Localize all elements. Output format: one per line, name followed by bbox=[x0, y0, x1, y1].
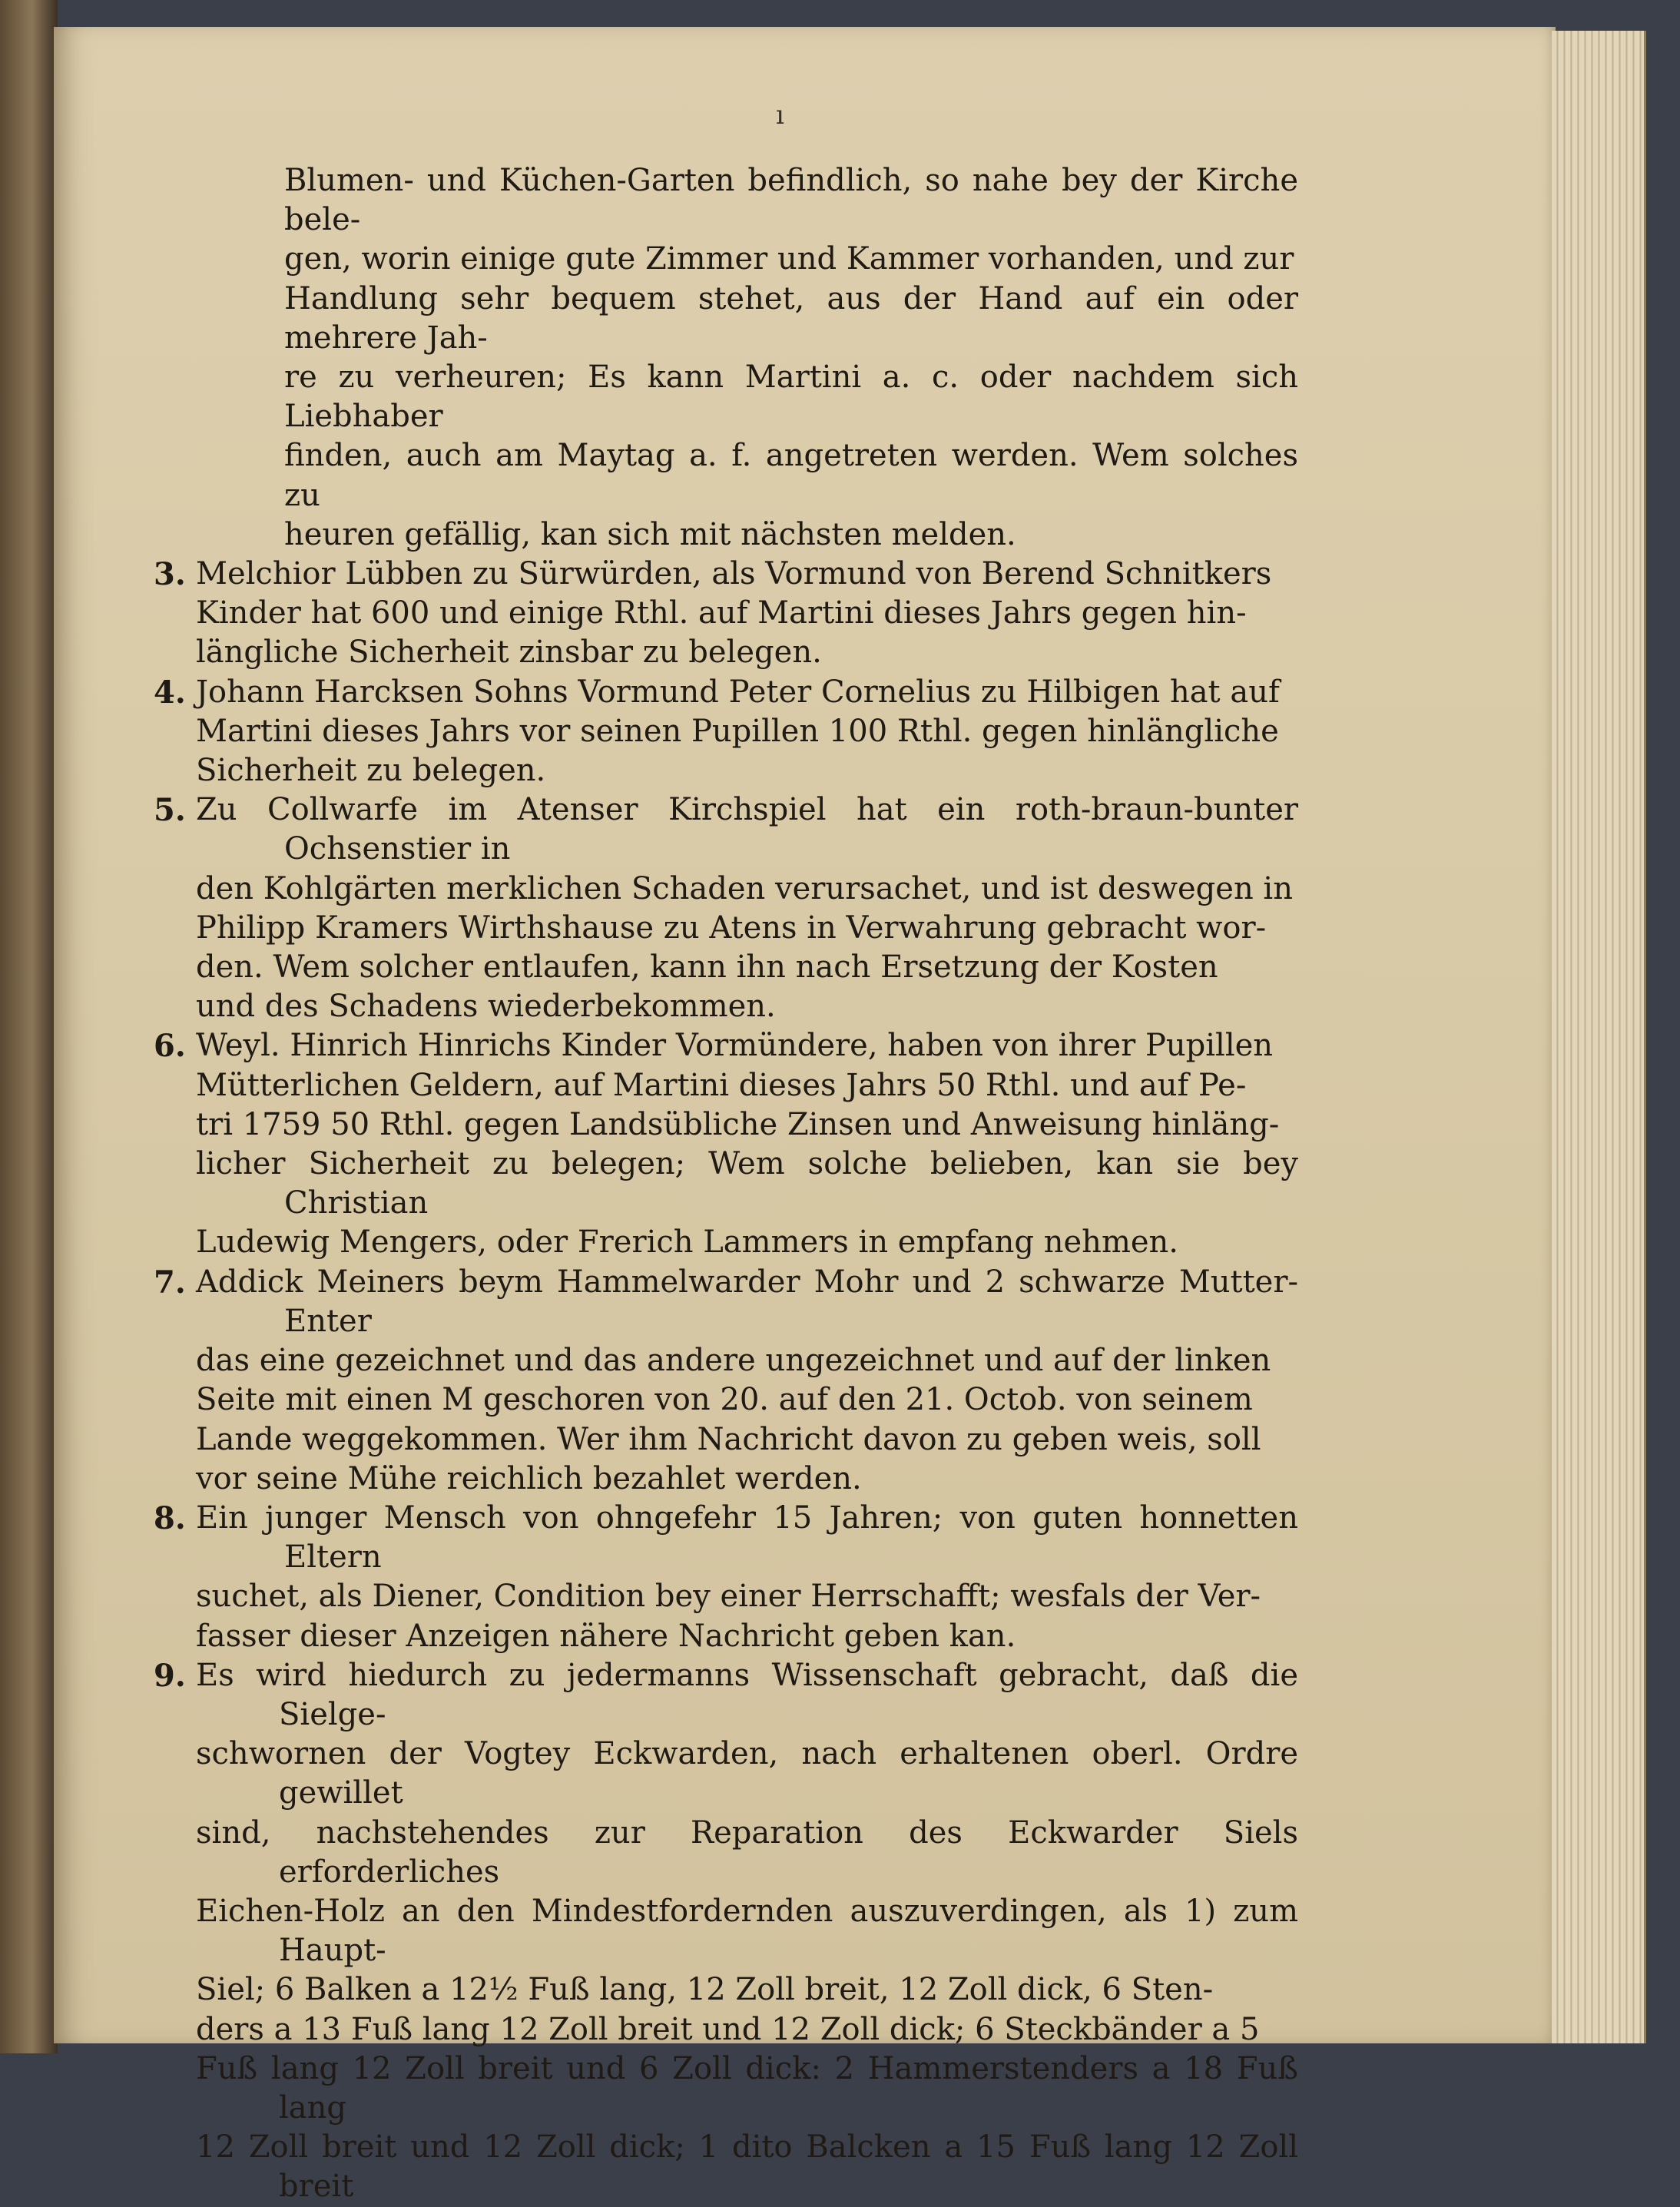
item-body bbox=[196, 790, 1298, 1026]
text-line: 12 Zoll breit und 12 Zoll dick; 1 dito Balcken a 15 Fuß lang 12 Zoll breit bbox=[196, 2129, 1298, 2205]
text-line: sind, nachstehendes zur Reparation des Eckwarder Siels erforderliches bbox=[196, 1814, 1298, 1890]
text-line: Philipp Kramers Wirthshause zu Atens in Verwahrung gebracht wor- bbox=[196, 910, 1267, 946]
text-line: längliche Sicherheit zinsbar zu belegen. bbox=[196, 635, 822, 671]
text-line: Melchior Lübben zu Sürwürden, als Vormund von Berend Schnitkers bbox=[196, 556, 1272, 592]
item-number: 5. bbox=[154, 792, 186, 829]
text-line: Eichen-Holz an den Mindestfordernden auszuverdingen, als 1) zum Haupt- bbox=[196, 1893, 1298, 1969]
text-line: Seite mit einen M geschoren von 20. auf den 21. Octob. von seinem bbox=[196, 1382, 1253, 1418]
notice-item-6 bbox=[154, 1026, 1298, 1262]
text-line: suchet, als Diener, Condition bey einer Herrschafft; wesfals der Ver- bbox=[196, 1579, 1261, 1615]
item-number: 8. bbox=[154, 1500, 186, 1536]
item-body bbox=[196, 555, 1298, 673]
item-body bbox=[196, 673, 1298, 791]
intro-paragraph bbox=[284, 161, 1298, 555]
notice-item-8 bbox=[154, 1499, 1298, 1656]
item-number: 9. bbox=[154, 1657, 186, 1694]
text-line: licher Sicherheit zu belegen; Wem solche belieben, kan sie bey Christian bbox=[196, 1146, 1298, 1221]
item-number: 4. bbox=[154, 674, 186, 711]
text-line: Mütterlichen Geldern, auf Martini dieses Jahrs 50 Rthl. und auf Pe- bbox=[196, 1067, 1247, 1103]
page-stack-edges bbox=[1552, 31, 1646, 2043]
text-line: gen, worin einige gute Zimmer und Kammer vorhanden, und zur bbox=[284, 241, 1294, 277]
text-line: Zu Collwarfe im Atenser Kirchspiel hat ein roth-braun-bunter Ochsenstier in bbox=[196, 792, 1298, 867]
text-line: Siel; 6 Balken a 12½ Fuß lang, 12 Zoll breit, 12 Zoll dick, 6 Sten- bbox=[196, 1972, 1214, 2008]
item-number: 7. bbox=[154, 1264, 186, 1301]
text-line: Sicherheit zu belegen. bbox=[196, 753, 546, 789]
text-line: Ludewig Mengers, oder Frerich Lammers in empfang nehmen. bbox=[196, 1224, 1179, 1261]
text-line: Es wird hiedurch zu jedermanns Wissenschaft gebracht, daß die Sielge- bbox=[196, 1657, 1298, 1732]
text-line: schwornen der Vogtey Eckwarden, nach erhaltenen oberl. Ordre gewillet bbox=[196, 1736, 1298, 1811]
notice-item-3 bbox=[154, 555, 1298, 673]
text-line: das eine gezeichnet und das andere ungezeichnet und auf der linken bbox=[196, 1343, 1271, 1379]
notice-item-4 bbox=[154, 673, 1298, 791]
text-line: heuren gefällig, kan sich mit nächsten melden. bbox=[284, 516, 1016, 552]
text-line: Handlung sehr bequem stehet, aus der Hand auf ein oder mehrere Jah- bbox=[284, 280, 1298, 356]
item-number: 6. bbox=[154, 1028, 186, 1065]
text-line: Blumen- und Küchen-Garten befindlich, so nahe bey der Kirche bele- bbox=[284, 163, 1298, 238]
notice-item-7 bbox=[154, 1263, 1298, 1499]
text-line: Lande weggekommen. Wer ihm Nachricht davon zu geben weis, soll bbox=[196, 1421, 1261, 1457]
text-line: Addick Meiners beym Hammelwarder Mohr und 2 schwarze Mutter-Enter bbox=[196, 1264, 1298, 1339]
text-line: Kinder hat 600 und einige Rthl. auf Martini dieses Jahrs gegen hin- bbox=[196, 595, 1247, 631]
text-line: Johann Harcksen Sohns Vormund Peter Cornelius zu Hilbigen hat auf bbox=[196, 674, 1280, 710]
page-mark: ı bbox=[776, 100, 784, 131]
text-line: finden, auch am Maytag a. f. angetreten werden. Wem solches zu bbox=[284, 438, 1298, 513]
item-number: 3. bbox=[154, 556, 186, 593]
text-line: ders a 13 Fuß lang 12 Zoll breit und 12 Zoll dick; 6 Steckbänder a 5 bbox=[196, 2011, 1260, 2047]
text-line: vor seine Mühe reichlich bezahlet werden. bbox=[196, 1460, 862, 1496]
page-text bbox=[154, 161, 1298, 2207]
text-line: tri 1759 50 Rthl. gegen Landsübliche Zinsen und Anweisung hinläng- bbox=[196, 1106, 1280, 1142]
text-line: Fuß lang 12 Zoll breit und 6 Zoll dick: 2 Hammerstenders a 18 Fuß lang bbox=[196, 2050, 1298, 2126]
text-line: und des Schadens wiederbekommen. bbox=[196, 989, 776, 1025]
text-line: Martini dieses Jahrs vor seinen Pupillen 100 Rthl. gegen hinlängliche bbox=[196, 713, 1279, 749]
item-body bbox=[196, 1499, 1298, 1656]
notice-item-5 bbox=[154, 790, 1298, 1026]
notice-item-9 bbox=[154, 1656, 1298, 2207]
text-line: den. Wem solcher entlaufen, kann ihn nach Ersetzung der Kosten bbox=[196, 949, 1218, 986]
text-line: den Kohlgärten merklichen Schaden verursachet, und ist deswegen in bbox=[196, 870, 1293, 906]
text-line: Weyl. Hinrich Hinrichs Kinder Vormündere, haben von ihrer Pupillen bbox=[196, 1028, 1274, 1064]
text-line: Ein junger Mensch von ohngefehr 15 Jahren; von guten honnetten Eltern bbox=[196, 1500, 1298, 1576]
text-line: fasser dieser Anzeigen nähere Nachricht geben kan. bbox=[196, 1618, 1016, 1654]
text-line: re zu verheuren; Es kann Martini a. c. oder nachdem sich Liebhaber bbox=[284, 360, 1298, 435]
previous-page-edge bbox=[0, 0, 58, 2053]
item-body bbox=[196, 1026, 1298, 1262]
item-body bbox=[196, 1656, 1298, 2207]
item-body bbox=[196, 1263, 1298, 1499]
